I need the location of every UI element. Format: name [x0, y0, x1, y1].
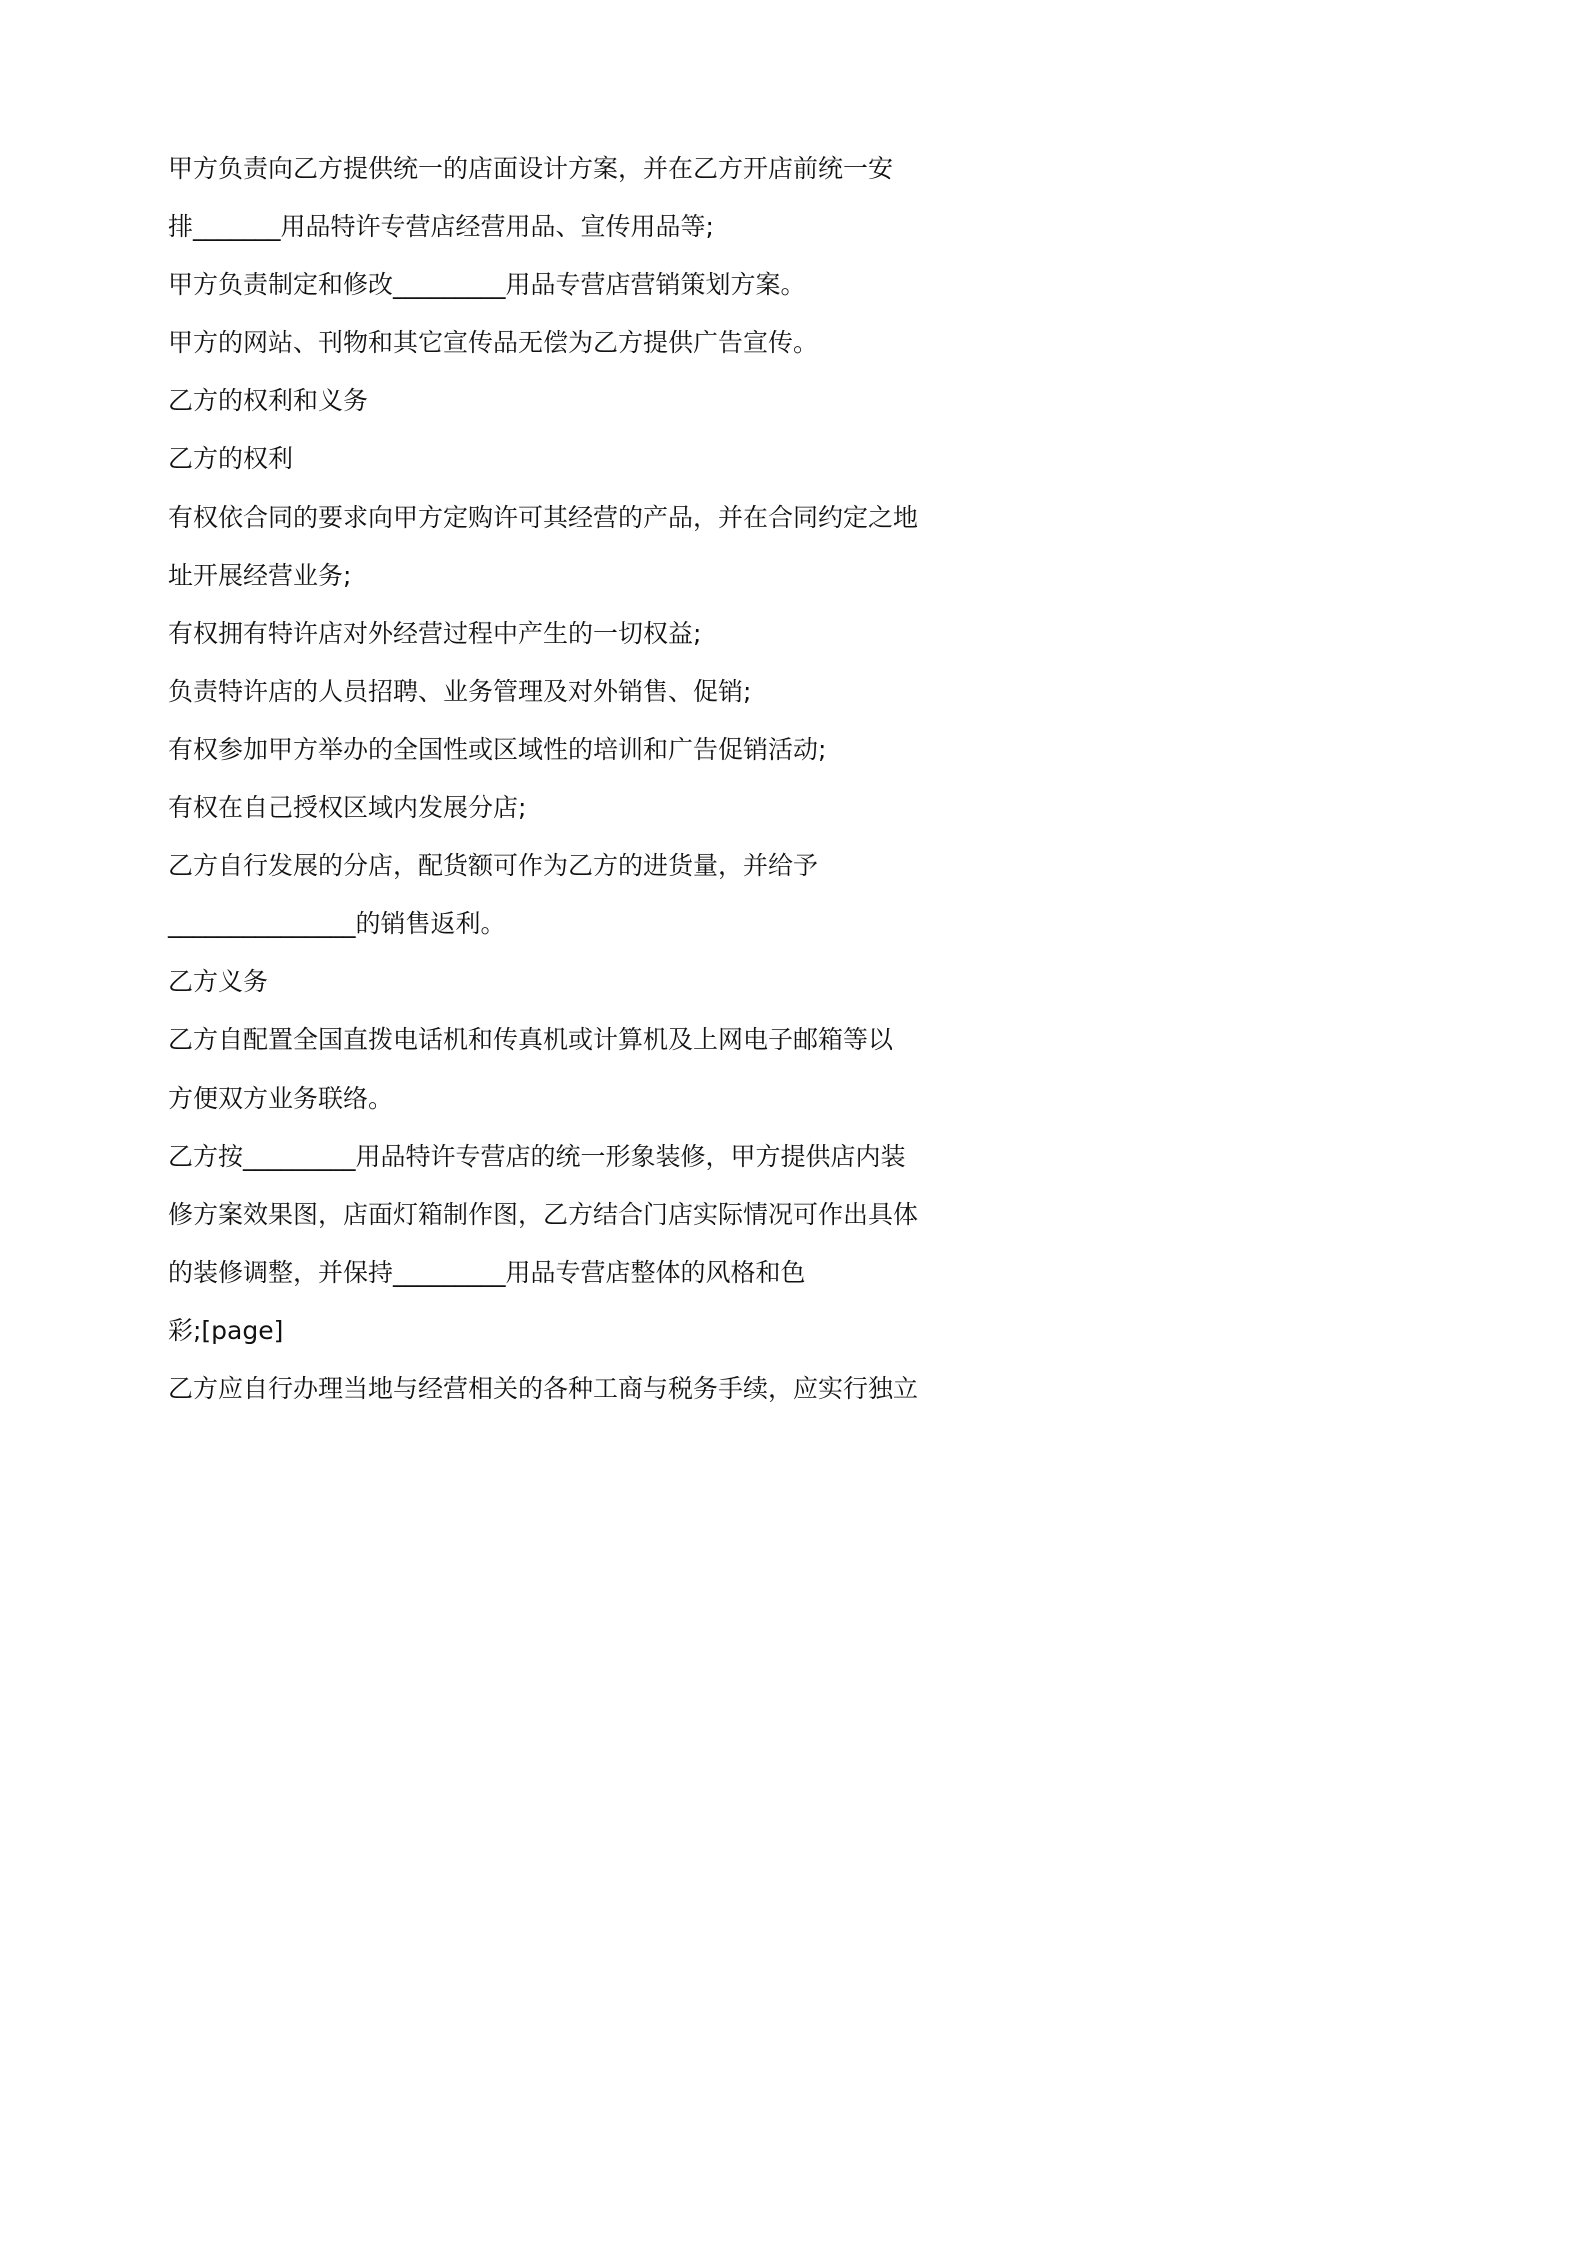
text-line: 有权在自己授权区域内发展分店; [168, 793, 527, 823]
text-line: 乙方自配置全国直拨电话机和传真机或计算机及上网电子邮箱等以 [168, 1025, 894, 1055]
text-line: 甲方负责向乙方提供统一的店面设计方案，并在乙方开店前统一安 [168, 154, 894, 183]
text-line: 负责特许店的人员招聘、业务管理及对外销售、促销; [168, 676, 752, 706]
text-line: 乙方按_________用品特许专营店的统一形象装修，甲方提供店内装 [168, 1141, 906, 1171]
text-line: 甲方负责制定和修改_________用品专营店营销策划方案。 [168, 270, 806, 300]
text-line: 甲方的网站、刊物和其它宣传品无偿为乙方提供广告宣传。 [168, 328, 819, 358]
text-line: 乙方自行发展的分店，配货额可作为乙方的进货量，并给予 [168, 851, 819, 881]
text-line: 的装修调整，并保持_________用品专营店整体的风格和色 [168, 1257, 806, 1287]
subsection-heading: 乙方义务 [168, 967, 269, 997]
text-line: 方便双方业务联络。 [168, 1083, 394, 1113]
text-line: 彩;[page] [168, 1315, 284, 1345]
text-line: 乙方应自行办理当地与经营相关的各种工商与税务手续，应实行独立 [168, 1373, 919, 1403]
text-line: 修方案效果图，店面灯箱制作图，乙方结合门店实际情况可作出具体 [168, 1199, 919, 1229]
text-line: 有权拥有特许店对外经营过程中产生的一切权益; [168, 618, 702, 648]
text-line: 有权参加甲方举办的全国性或区域性的培训和广告促销活动; [168, 734, 827, 764]
text-line: 有权依合同的要求向甲方定购许可其经营的产品，并在合同约定之地 [168, 502, 919, 532]
subsection-heading: 乙方的权利 [168, 444, 294, 474]
text-line: _______________的销售返利。 [168, 909, 506, 939]
text-line: 排_______用品特许专营店经营用品、宣传用品等; [168, 212, 714, 242]
text-line: 址开展经营业务; [168, 560, 352, 590]
section-heading: 乙方的权利和义务 [168, 386, 369, 416]
document-body [168, 140, 958, 1418]
document-page [0, 0, 1100, 1560]
